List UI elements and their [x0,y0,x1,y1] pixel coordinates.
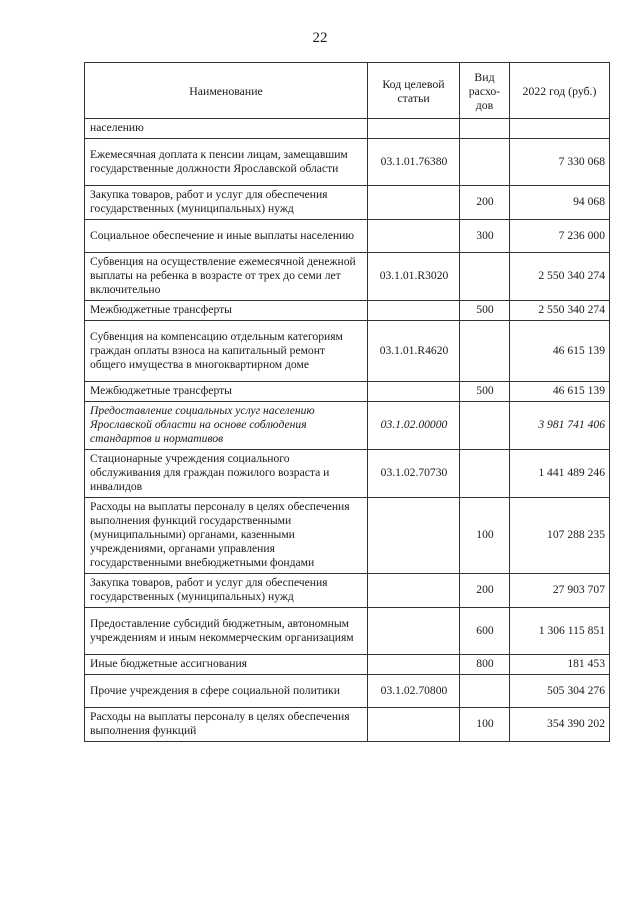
row-expense-type [460,139,510,186]
row-expense-type: 500 [460,382,510,402]
row-expense-type [460,402,510,450]
row-expense-type [460,119,510,139]
table-row [85,675,610,708]
row-name: Ежемесячная доплата к пенсии лицам, замещавшим государственные должности Ярославской области [85,139,368,186]
header-expense-type: Вид расхо-дов [460,63,510,119]
row-name: Стационарные учреждения социального обслуживания для граждан пожилого возраста и инвалидов [85,450,368,498]
row-name: Прочие учреждения в сфере социальной политики [85,675,368,708]
row-code [368,382,460,402]
row-code [368,608,460,655]
row-code [368,119,460,139]
row-code [368,655,460,675]
header-amount: 2022 год (руб.) [510,63,610,119]
table-row [85,139,610,186]
row-expense-type [460,450,510,498]
row-amount: 181 453 [510,655,610,675]
row-code [368,186,460,220]
row-expense-type: 100 [460,708,510,742]
row-code: 03.1.02.70800 [368,675,460,708]
row-code: 03.1.01.R3020 [368,253,460,301]
table-row [85,301,610,321]
table-row [85,655,610,675]
table-row [85,253,610,301]
row-amount: 94 068 [510,186,610,220]
row-expense-type [460,675,510,708]
row-expense-type: 200 [460,186,510,220]
row-name: Субвенция на компенсацию отдельным категориям граждан оплаты взноса на капитальный ремонт общего имущества в многоквартирном доме [85,321,368,382]
row-amount: 7 236 000 [510,220,610,253]
row-name: населению [85,119,368,139]
row-code [368,301,460,321]
table-row [85,402,610,450]
header-name: Наименование [85,63,368,119]
row-name: Расходы на выплаты персоналу в целях обеспечения выполнения функций [85,708,368,742]
row-amount: 1 306 115 851 [510,608,610,655]
row-expense-type: 500 [460,301,510,321]
row-name: Субвенция на осуществление ежемесячной денежной выплаты на ребенка в возрасте от трех до семи лет включительно [85,253,368,301]
row-code [368,220,460,253]
row-name: Закупка товаров, работ и услуг для обеспечения государственных (муниципальных) нужд [85,574,368,608]
row-amount: 2 550 340 274 [510,301,610,321]
row-amount [510,119,610,139]
row-amount: 3 981 741 406 [510,402,610,450]
table-row [85,450,610,498]
table-row [85,119,610,139]
row-amount: 46 615 139 [510,382,610,402]
row-amount: 7 330 068 [510,139,610,186]
row-expense-type: 800 [460,655,510,675]
row-code [368,708,460,742]
row-amount: 2 550 340 274 [510,253,610,301]
table-row [85,608,610,655]
row-name: Иные бюджетные ассигнования [85,655,368,675]
row-name: Социальное обеспечение и иные выплаты населению [85,220,368,253]
row-code: 03.1.01.76380 [368,139,460,186]
row-expense-type: 600 [460,608,510,655]
table-header-row [85,63,610,119]
table-row [85,321,610,382]
row-code [368,574,460,608]
table-row [85,708,610,742]
row-amount: 107 288 235 [510,498,610,574]
table-row [85,574,610,608]
row-amount: 27 903 707 [510,574,610,608]
table-row [85,220,610,253]
row-code [368,498,460,574]
row-name: Предоставление субсидий бюджетным, автономным учреждениям и иным некоммерческим организациям [85,608,368,655]
row-expense-type [460,253,510,301]
budget-table [84,62,610,742]
row-name: Предоставление социальных услуг населению Ярославской области на основе соблюдения стандартов и нормативов [85,402,368,450]
row-amount: 505 304 276 [510,675,610,708]
row-amount: 46 615 139 [510,321,610,382]
row-name: Межбюджетные трансферты [85,301,368,321]
table-row [85,186,610,220]
row-name: Расходы на выплаты персоналу в целях обеспечения выполнения функций государственными (муниципальными) органами, казенными учреждениями, органами управления государственными внебюджетными фондами [85,498,368,574]
row-expense-type: 300 [460,220,510,253]
row-code: 03.1.01.R4620 [368,321,460,382]
row-code: 03.1.02.70730 [368,450,460,498]
page-number: 22 [312,30,328,46]
row-expense-type: 200 [460,574,510,608]
table-row [85,498,610,574]
header-code: Код целевой статьи [368,63,460,119]
row-name: Закупка товаров, работ и услуг для обеспечения государственных (муниципальных) нужд [85,186,368,220]
row-expense-type [460,321,510,382]
row-amount: 354 390 202 [510,708,610,742]
table-body [85,119,610,742]
row-expense-type: 100 [460,498,510,574]
table-row [85,382,610,402]
row-amount: 1 441 489 246 [510,450,610,498]
row-name: Межбюджетные трансферты [85,382,368,402]
row-code: 03.1.02.00000 [368,402,460,450]
